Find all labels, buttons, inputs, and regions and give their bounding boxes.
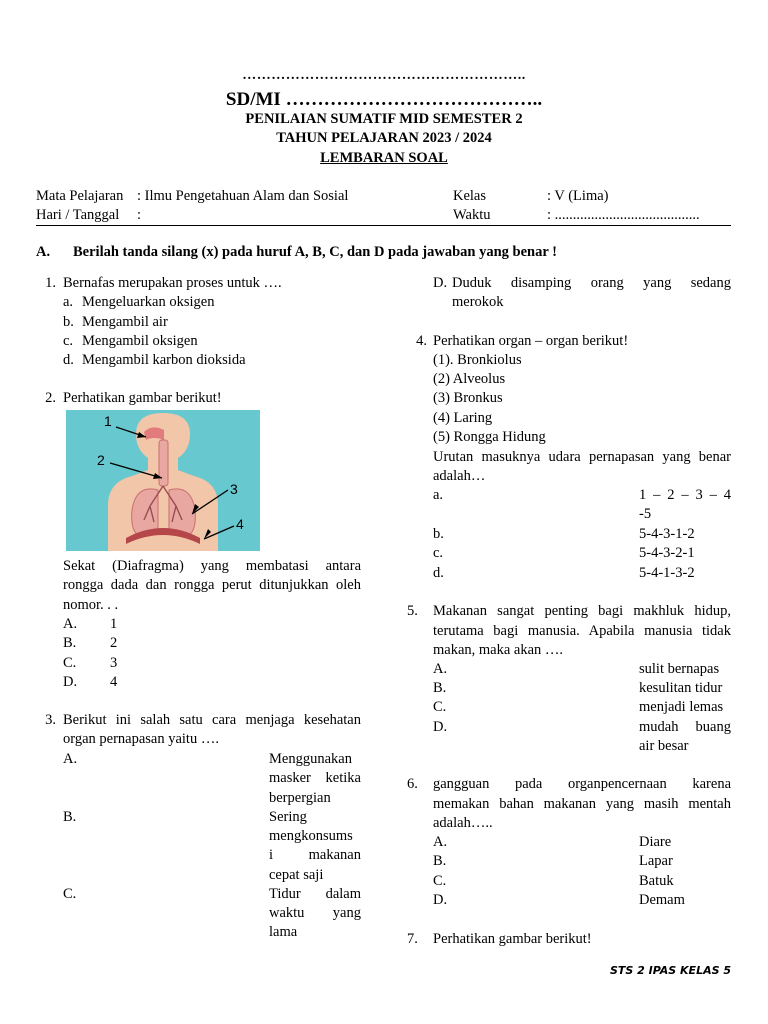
q3-option-c-line-2[interactable]: waktu yang xyxy=(269,905,361,921)
q6-text-line-2: memakan bahan makanan yang masih mentah xyxy=(433,796,731,812)
q3-option-d-letter: D. xyxy=(433,275,448,291)
q5-option-a-letter: A. xyxy=(433,661,448,677)
q4-item-3: (3) Bronkus xyxy=(433,390,503,406)
q5-option-c-letter: C. xyxy=(433,699,447,715)
q6-number: 6. xyxy=(407,776,418,792)
q4-question-line-1: Urutan masuknya udara pernapasan yang benar xyxy=(433,449,731,465)
q6-option-d[interactable]: Demam xyxy=(639,892,685,908)
q2-option-c[interactable]: 3 xyxy=(110,655,118,671)
q7-text: Perhatikan gambar berikut! xyxy=(433,931,592,947)
q2-option-b[interactable]: 2 xyxy=(110,635,118,651)
q4-item-1: (1). Bronkiolus xyxy=(433,352,522,368)
q2-text: Perhatikan gambar berikut! xyxy=(63,390,222,406)
q4-option-a-letter: a. xyxy=(433,487,444,503)
q3-option-b-line-3[interactable]: i makanan xyxy=(269,847,361,863)
header-divider xyxy=(36,225,731,226)
date-value: : xyxy=(137,207,142,223)
q6-text-line-3: adalah….. xyxy=(433,815,493,831)
q5-number: 5. xyxy=(407,603,418,619)
q6-option-c-letter: C. xyxy=(433,873,447,889)
q4-item-2: (2) Alveolus xyxy=(433,371,506,387)
q3-option-a-letter: A. xyxy=(63,751,78,767)
q6-option-a-letter: A. xyxy=(433,834,448,850)
q3-option-b-line-2[interactable]: mengkonsums xyxy=(269,828,353,844)
q3-option-c-letter: C. xyxy=(63,886,77,902)
q1-option-a-letter: a. xyxy=(63,294,74,310)
q2-option-d-letter: D. xyxy=(63,674,78,690)
q5-option-d-line-2[interactable]: air besar xyxy=(639,738,689,754)
time-value: : ........................................ xyxy=(547,207,700,223)
q4-item-5: (5) Rongga Hidung xyxy=(433,429,546,445)
q4-option-b-letter: b. xyxy=(433,526,444,542)
q1-option-b[interactable]: Mengambil air xyxy=(82,314,168,330)
q5-option-b-letter: B. xyxy=(433,680,447,696)
instruction-text: Berilah tanda silang (x) pada huruf A, B, C, dan D pada jawaban yang benar ! xyxy=(73,244,557,260)
subject-value: : Ilmu Pengetahuan Alam dan Sosial xyxy=(137,188,349,204)
q5-text-line-3: makan, maka akan …. xyxy=(433,642,564,658)
q2-option-c-letter: C. xyxy=(63,655,77,671)
q6-option-c[interactable]: Batuk xyxy=(639,873,674,889)
q5-option-a[interactable]: sulit bernapas xyxy=(639,661,720,677)
q5-option-c[interactable]: menjadi lemas xyxy=(639,699,724,715)
q4-option-c-letter: c. xyxy=(433,545,444,561)
q4-option-a-line-1[interactable]: 1 – 2 – 3 – 4 xyxy=(639,487,731,503)
section-instruction xyxy=(36,244,736,261)
q3-text-line-2: organ pernapasan yaitu …. xyxy=(63,731,219,747)
q4-option-a-line-2[interactable]: -5 xyxy=(639,506,652,522)
q6-option-b-letter: B. xyxy=(433,853,447,869)
q1-option-d[interactable]: Mengambil karbon dioksida xyxy=(82,352,246,368)
q2-option-d[interactable]: 4 xyxy=(110,674,118,690)
q4-option-b[interactable]: 5-4-3-1-2 xyxy=(639,526,695,542)
academic-year: TAHUN PELAJARAN 2023 / 2024 xyxy=(276,130,492,146)
q4-option-d-letter: d. xyxy=(433,565,444,581)
q3-option-b-line-4[interactable]: cepat saji xyxy=(269,867,324,883)
q7-number: 7. xyxy=(407,931,418,947)
figure-label-2: 2 xyxy=(97,452,105,468)
q4-option-c[interactable]: 5-4-3-2-1 xyxy=(639,545,695,561)
q1-option-b-letter: b. xyxy=(63,314,74,330)
q3-option-b-letter: B. xyxy=(63,809,77,825)
q4-text: Perhatikan organ – organ berikut! xyxy=(433,333,629,349)
q3-number: 3. xyxy=(45,712,56,728)
q5-option-b[interactable]: kesulitan tidur xyxy=(639,680,723,696)
q4-item-4: (4) Laring xyxy=(433,410,493,426)
page-footer: STS 2 IPAS KELAS 5 xyxy=(609,964,731,977)
q3-option-d-line-1[interactable]: Duduk disamping orang yang sedang xyxy=(452,275,731,291)
q5-option-d-letter: D. xyxy=(433,719,448,735)
q3-option-d-line-2[interactable]: merokok xyxy=(452,294,504,310)
q4-option-d[interactable]: 5-4-1-3-2 xyxy=(639,565,695,581)
q5-text-line-1: Makanan sangat penting bagi makhluk hidup, xyxy=(433,603,731,619)
figure-label-4: 4 xyxy=(236,516,244,532)
figure-label-1: 1 xyxy=(104,413,112,429)
q2-body-line-2: rongga dada dan rongga perut ditunjukkan oleh xyxy=(63,577,361,593)
q3-option-a-line-3[interactable]: berpergian xyxy=(269,790,331,806)
exam-title: PENILAIAN SUMATIF MID SEMESTER 2 xyxy=(245,111,523,127)
q3-text-line-1: Berikut ini salah satu cara menjaga kesehatan xyxy=(63,712,361,728)
q2-option-a-letter: A. xyxy=(63,616,78,632)
q6-option-a[interactable]: Diare xyxy=(639,834,672,850)
school-title: SD/MI ………………………………….. xyxy=(225,89,543,110)
q4-number: 4. xyxy=(416,333,427,349)
q3-option-c-line-3[interactable]: lama xyxy=(269,924,298,940)
q5-text-line-2: terutama bagi manusia. Apabila manusia tidak xyxy=(433,623,731,639)
class-value: : V (Lima) xyxy=(547,188,609,204)
q2-option-b-letter: B. xyxy=(63,635,77,651)
class-label: Kelas xyxy=(453,188,487,204)
sheet-title: LEMBARAN SOAL xyxy=(320,150,448,166)
q2-number: 2. xyxy=(45,390,56,406)
q1-option-c[interactable]: Mengambil oksigen xyxy=(82,333,198,349)
q1-text: Bernafas merupakan proses untuk …. xyxy=(63,275,282,291)
date-label: Hari / Tanggal xyxy=(36,207,120,223)
q3-option-a-line-2[interactable]: masker ketika xyxy=(269,770,361,786)
q3-option-c-line-1[interactable]: Tidur dalam xyxy=(269,886,361,902)
figure-label-3: 3 xyxy=(230,481,238,497)
school-name-dots: ………………………………………………….. xyxy=(242,68,526,83)
q3-option-b-line-1[interactable]: Sering xyxy=(269,809,307,825)
q6-text-line-1: gangguan pada organpencernaan karena xyxy=(433,776,731,792)
time-label: Waktu xyxy=(453,207,491,223)
subject-label: Mata Pelajaran xyxy=(36,188,124,204)
q1-number: 1. xyxy=(45,275,56,291)
section-label: A. xyxy=(36,244,51,260)
q6-option-d-letter: D. xyxy=(433,892,448,908)
q4-question-line-2: adalah… xyxy=(433,468,486,484)
q2-body-line-1: Sekat (Diafragma) yang membatasi antara xyxy=(63,558,361,574)
q3-option-a-line-1[interactable]: Menggunakan xyxy=(269,751,352,767)
q6-option-b[interactable]: Lapar xyxy=(639,853,673,869)
q1-option-a[interactable]: Mengeluarkan oksigen xyxy=(82,294,215,310)
q1-option-c-letter: c. xyxy=(63,333,74,349)
q2-option-a[interactable]: 1 xyxy=(110,616,118,632)
q2-body-line-3: nomor. . . xyxy=(63,597,119,613)
q5-option-d-line-1[interactable]: mudah buang xyxy=(639,719,731,735)
q1-option-d-letter: d. xyxy=(63,352,74,368)
